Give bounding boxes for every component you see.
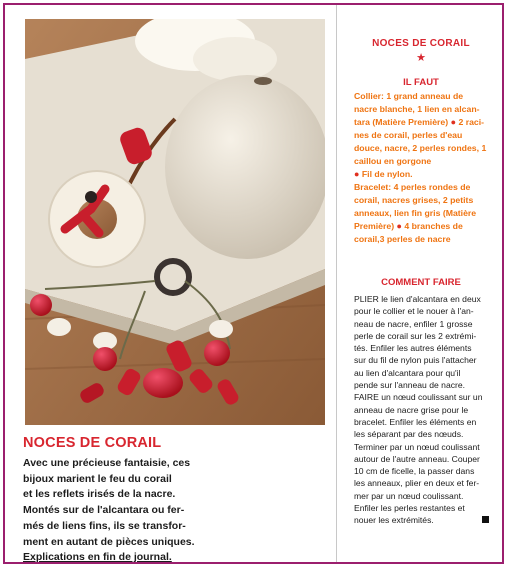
collier-line: caillou en gorgone	[354, 156, 432, 166]
instruction-line: anneau de nacre grise pour le	[354, 404, 469, 415]
jewelry-photo	[25, 19, 325, 425]
column-divider	[336, 5, 337, 562]
large-coral-bead	[143, 368, 183, 398]
bullet-icon: ●	[396, 221, 402, 231]
instruction-line: les séparant par des nœuds.	[354, 429, 464, 440]
instruction-line: perle de corail sur les 2 extrémi-	[354, 330, 477, 341]
instructions-text	[354, 293, 496, 527]
photo-illustration	[25, 19, 325, 425]
magazine-page	[3, 3, 504, 564]
intro-line: bijoux marient le feu du corail	[23, 472, 172, 485]
bracelet-line: corail, nacres grises, 2 petits	[354, 195, 474, 205]
intro-line: Avec une précieuse fantaisie, ces	[23, 457, 191, 469]
intro-line: més de liens fins, ils se transfor-	[23, 519, 186, 532]
instruction-line: pende sur l'anneau de nacre.	[354, 380, 466, 391]
bullet-icon: ●	[450, 117, 457, 127]
collier-line: tara (Matière Première) ● 2 raci-	[354, 117, 485, 127]
intro-line: ment en autant de pièces uniques.	[23, 535, 195, 548]
instruction-line: PLIER le lien d'alcantara en deux	[354, 294, 481, 304]
instruction-line: Terminer par un nœud coulissant	[354, 441, 480, 452]
instruction-line: FAIRE un nœud coulissant sur un	[354, 392, 483, 403]
article-title: NOCES DE CORAIL	[23, 435, 162, 451]
collier-line: nes de corail, perles d'eau	[354, 130, 463, 140]
instruction-line: mer par un nœud coulissant.	[354, 490, 464, 501]
intro-text	[23, 456, 328, 566]
instruction-line: neau de nacre, enfiler 1 grosse	[354, 318, 473, 329]
intro-line: et les reflets irisés de la nacre.	[23, 488, 176, 501]
bracelet-line: Bracelet: 4 perles rondes de	[354, 182, 471, 192]
instruction-line: tés. Enfiler les autres éléments	[354, 343, 472, 354]
instruction-line: autour de l'autre anneau. Couper	[354, 453, 480, 464]
il-faut-heading: IL FAUT	[403, 77, 439, 88]
instruction-line: au lien d'alcantara pour qu'il	[354, 367, 461, 378]
sidebar-title: NOCES DE CORAIL	[372, 38, 470, 49]
materials-list	[354, 90, 496, 246]
intro-line: Montés sur de l'alcantara ou fer-	[23, 504, 185, 517]
instruction-line: sur du fil de nylon puis l'attacher	[354, 355, 477, 366]
bracelet-line: Première) ● 4 branches de	[354, 221, 463, 231]
collier-line: nacre blanche, 1 lien en alcan-	[354, 104, 480, 114]
instruction-line: nouer les extrémités.	[354, 514, 496, 526]
collier-line: douce, nacre, 2 perles rondes, 1	[354, 143, 487, 153]
explanations-link[interactable]: Explications en fin de journal.	[23, 551, 172, 564]
bullet-icon: ●	[354, 169, 360, 179]
instruction-line: bracelet. Enfiler les éléments en	[354, 416, 477, 427]
instruction-line: 10 cm de ficelle, la passer dans	[354, 466, 475, 477]
bracelet-line: corail,3 perles de nacre	[354, 234, 451, 244]
fil-line: ● Fil de nylon.	[354, 169, 413, 179]
comment-faire-heading: COMMENT FAIRE	[381, 277, 461, 288]
instruction-line: les anneaux, plier en deux et fer-	[354, 478, 480, 489]
end-square-icon	[482, 516, 489, 523]
instruction-line: Enfiler les perles restantes et	[354, 503, 465, 514]
round-vase	[165, 75, 325, 259]
star-icon: ★	[416, 52, 426, 64]
bracelet-line: anneaux, lien fin gris (Matière	[354, 208, 477, 218]
collier-line: Collier: 1 grand anneau de	[354, 91, 464, 101]
instruction-line: pour le collier et le nouer à l'an-	[354, 306, 474, 317]
